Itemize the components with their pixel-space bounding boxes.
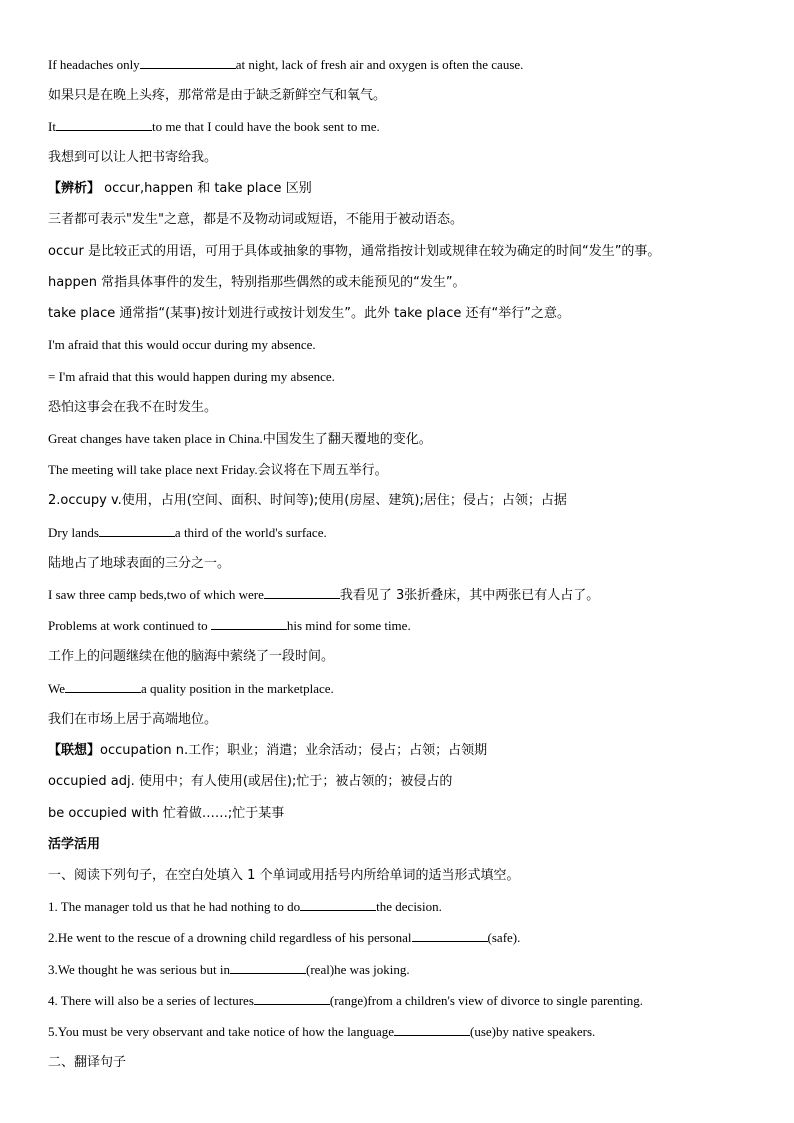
example-sentence bbox=[48, 56, 523, 74]
fill-blank[interactable] bbox=[230, 961, 306, 974]
fill-blank[interactable] bbox=[65, 680, 141, 693]
sentence-text: We bbox=[48, 681, 65, 696]
fill-blank[interactable] bbox=[99, 524, 175, 537]
sentence-text: (range)from a children's view of divorce to single parenting. bbox=[329, 993, 644, 1008]
sentence-text: 3.We thought he was serious but in bbox=[48, 962, 231, 977]
exercise-instruction: 一、阅读下列句子，在空白处填入 1 个单词或用括号内所给单词的适当形式填空。 bbox=[48, 868, 520, 883]
word-entry: occupied adj. 使用中；有人使用(或居住);忙于；被占领的；被侵占的 bbox=[48, 774, 453, 789]
fill-blank[interactable] bbox=[412, 929, 488, 942]
translation: 我想到可以让人把书寄给我。 bbox=[48, 150, 218, 165]
explanation-text: take place 通常指“(某事)按计划进行或按计划发生”。此外 take place 还有“举行”之意。 bbox=[48, 306, 570, 321]
sentence-text: at night, lack of fresh air and oxygen is often the cause. bbox=[235, 57, 524, 72]
example-sentence bbox=[48, 586, 599, 605]
sentence-text: his mind for some time. bbox=[286, 618, 411, 633]
association-heading bbox=[48, 742, 487, 760]
sentence-text: 2.He went to the rescue of a drowning child regardless of his personal bbox=[48, 930, 412, 945]
fill-blank[interactable] bbox=[264, 586, 340, 599]
translation: 我们在市场上居于高端地位。 bbox=[48, 712, 218, 727]
exercise-item bbox=[48, 898, 442, 916]
exercise-item bbox=[48, 929, 520, 947]
sentence-text: 1. The manager told us that he had nothing to do bbox=[48, 899, 301, 914]
example-sentence: I'm afraid that this would occur during my absence. bbox=[48, 337, 316, 352]
example-sentence bbox=[48, 524, 327, 542]
analysis-title: occur,happen 和 take place 区别 bbox=[100, 181, 312, 196]
sentence-text: a third of the world's surface. bbox=[174, 525, 327, 540]
translation: 陆地占了地球表面的三分之一。 bbox=[48, 556, 231, 571]
sentence-text: (real)he was joking. bbox=[306, 962, 410, 977]
example-sentence: The meeting will take place next Friday.会议将在下周五举行。 bbox=[48, 462, 388, 477]
translation: 如果只是在晚上头疼，那常常是由于缺乏新鲜空气和氧气。 bbox=[48, 88, 387, 103]
sentence-text: the decision. bbox=[376, 899, 442, 914]
sentence-text: 5.You must be very observant and take notice of how the language bbox=[48, 1024, 394, 1039]
explanation-text: happen 常指具体事件的发生，特别指那些偶然的或未能预见的“发生”。 bbox=[48, 275, 466, 290]
association-label: 【联想】 bbox=[48, 743, 101, 758]
sentence-text: If headaches only bbox=[48, 57, 140, 72]
fill-blank[interactable] bbox=[140, 56, 236, 69]
association-text: occupation n.工作；职业；消遣；业余活动；侵占；占领；占领期 bbox=[100, 743, 488, 758]
fill-blank[interactable] bbox=[56, 118, 152, 131]
sentence-text: to me that I could have the book sent to me. bbox=[151, 119, 380, 134]
exercise-item bbox=[48, 1023, 595, 1041]
translation: 我看见了 3张折叠床，其中两张已有人占了。 bbox=[339, 588, 600, 603]
section-title: 二、翻译句子 bbox=[48, 1055, 127, 1070]
fill-blank[interactable] bbox=[394, 1023, 470, 1036]
word-entry: 2.occupy v.使用，占用(空间、面积、时间等);使用(房屋、建筑);居住；侵占；占领；占据 bbox=[48, 493, 567, 508]
example-sentence bbox=[48, 118, 380, 136]
sentence-text: It bbox=[48, 119, 56, 134]
explanation-text: 三者都可表示"发生"之意，都是不及物动词或短语，不能用于被动语态。 bbox=[48, 212, 463, 227]
explanation-text: occur 是比较正式的用语，可用于具体或抽象的事物，通常指按计划或规律在较为确定的时间“发生”的事。 bbox=[48, 244, 661, 259]
exercise-item bbox=[48, 992, 643, 1010]
sentence-text: Problems at work continued to bbox=[48, 618, 211, 633]
section-title: 活学活用 bbox=[48, 837, 101, 852]
word-entry: be occupied with 忙着做……;忙于某事 bbox=[48, 806, 285, 821]
translation: 工作上的问题继续在他的脑海中萦绕了一段时间。 bbox=[48, 649, 335, 664]
fill-blank[interactable] bbox=[300, 898, 376, 911]
sentence-text: I saw three camp beds,two of which were bbox=[48, 587, 264, 602]
example-sentence bbox=[48, 617, 411, 635]
sentence-text: a quality position in the marketplace. bbox=[141, 681, 334, 696]
exercise-item bbox=[48, 961, 410, 979]
example-sentence: = I'm afraid that this would happen during my absence. bbox=[48, 369, 335, 384]
sentence-text: 4. There will also be a series of lectures bbox=[48, 993, 254, 1008]
sentence-text: (safe). bbox=[487, 930, 521, 945]
sentence-text: Dry lands bbox=[48, 525, 99, 540]
analysis-label: 【辨析】 bbox=[48, 181, 101, 196]
example-sentence: Great changes have taken place in China.中国发生了翻天覆地的变化。 bbox=[48, 431, 432, 446]
fill-blank[interactable] bbox=[211, 617, 287, 630]
example-sentence bbox=[48, 680, 334, 698]
analysis-heading bbox=[48, 180, 312, 198]
translation: 恐怕这事会在我不在时发生。 bbox=[48, 400, 218, 415]
sentence-text: (use)by native speakers. bbox=[470, 1024, 596, 1039]
fill-blank[interactable] bbox=[254, 992, 330, 1005]
